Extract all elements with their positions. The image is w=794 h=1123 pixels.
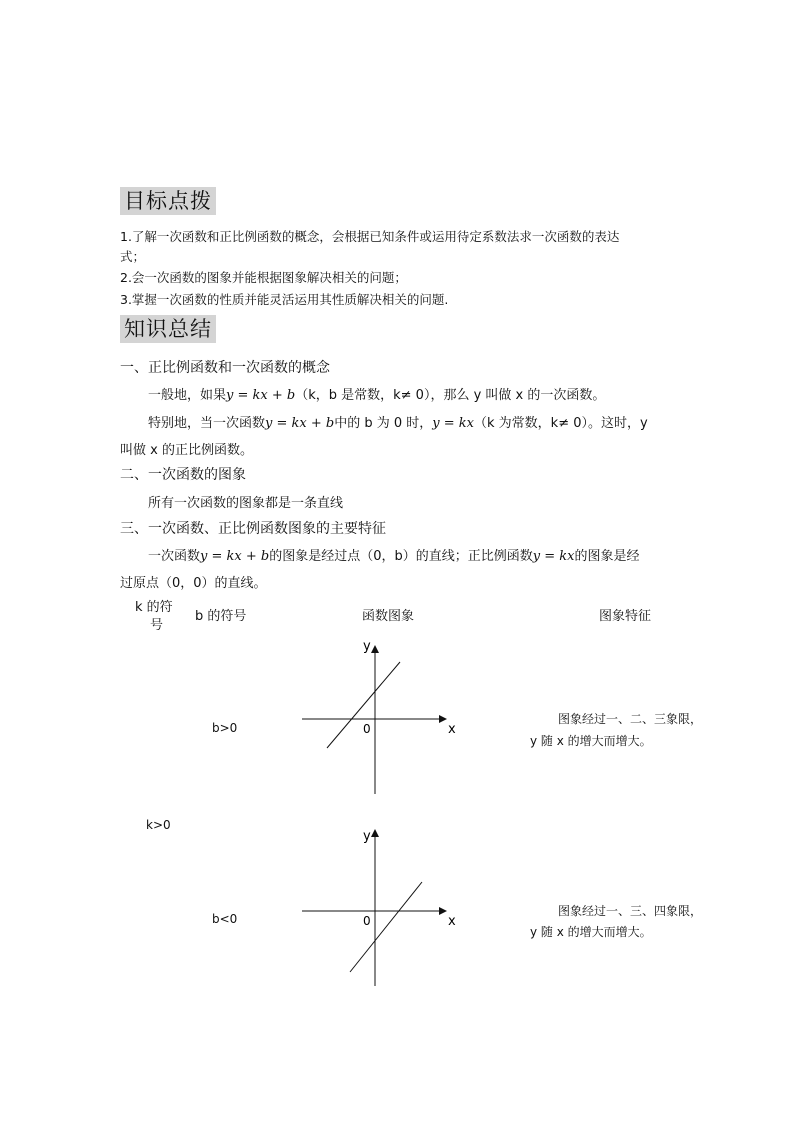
axis-label-x: x xyxy=(448,722,456,737)
section-2-title: 二、一次函数的图象 xyxy=(120,467,246,483)
table-header-feature: 图象特征 xyxy=(599,609,652,624)
table-header-b: b 的符号 xyxy=(195,609,247,624)
goal-item-1-line-2: 式； xyxy=(120,249,146,264)
row-1-feature-line-2: y 随 x 的增大而增大。 xyxy=(530,734,652,748)
table-header-k-line-1: k 的符 xyxy=(135,600,173,615)
paragraph-4-line-2: 过原点（0，0）的直线。 xyxy=(120,576,267,591)
paragraph-3: 所有一次函数的图象都是一条直线 xyxy=(148,496,344,511)
formula-general-2: y = kx + b xyxy=(265,416,335,431)
row-2-b-sign: b<0 xyxy=(212,912,238,926)
paragraph-1-post: （k，b 是常数，k≠ 0），那么 y 叫做 x 的一次函数。 xyxy=(295,388,606,403)
paragraph-2-pre: 特别地，当一次函数 xyxy=(148,416,266,431)
paragraph-2-mid: 中的 b 为 0 时， xyxy=(334,416,433,431)
formula-proportional-2: y = kx xyxy=(532,549,575,564)
function-line xyxy=(350,882,422,972)
row-1-b-sign: b>0 xyxy=(212,721,238,735)
axis-label-x: x xyxy=(448,914,456,929)
table-header-graph: 函数图象 xyxy=(362,609,415,624)
paragraph-2-line-2: 叫做 x 的正比例函数。 xyxy=(120,443,253,458)
paragraph-2 xyxy=(148,412,648,431)
origin-label: 0 xyxy=(363,722,371,736)
goal-item-1-line-1: 1.了解一次函数和正比例函数的概念，会根据已知条件或运用待定系数法求一次函数的表达 xyxy=(120,229,620,244)
section-3-title: 三、一次函数、正比例函数图象的主要特征 xyxy=(120,521,386,537)
paragraph-4-post: 的图象是经 xyxy=(574,549,640,564)
graph-b-positive xyxy=(290,630,470,800)
formula-proportional: y = kx xyxy=(432,416,474,431)
formula-general: y = kx + b xyxy=(226,388,296,403)
paragraph-4-mid: 的图象是经过点（0，b）的直线；正比例函数 xyxy=(269,549,533,564)
paragraph-1 xyxy=(148,384,605,403)
row-2-feature-line-2: y 随 x 的增大而增大。 xyxy=(530,925,652,939)
row-1-feature-line-1: 图象经过一、二、三象限， xyxy=(558,712,703,726)
goals-heading: 目标点拨 xyxy=(120,187,216,215)
table-header-k-line-2: 号 xyxy=(150,618,164,633)
paragraph-4 xyxy=(148,545,639,564)
goal-item-2: 2.会一次函数的图象并能根据图象解决相关的问题； xyxy=(120,270,407,285)
formula-general-3: y = kx + b xyxy=(200,549,270,564)
origin-label: 0 xyxy=(363,914,371,928)
paragraph-1-pre: 一般地，如果 xyxy=(148,388,227,403)
summary-heading: 知识总结 xyxy=(120,315,216,343)
goal-item-3: 3.掌握一次函数的性质并能灵活运用其性质解决相关的问题. xyxy=(120,292,449,307)
graph-b-negative xyxy=(290,822,470,992)
row-2-feature-line-1: 图象经过一、三、四象限， xyxy=(558,904,703,918)
paragraph-2-post: （k 为常数，k≠ 0）。这时，y xyxy=(474,416,648,431)
section-1-title: 一、正比例函数和一次函数的概念 xyxy=(120,360,330,376)
k-sign-value: k>0 xyxy=(146,818,171,832)
axis-label-y: y xyxy=(363,639,371,654)
paragraph-4-pre: 一次函数 xyxy=(148,549,201,564)
axis-label-y: y xyxy=(363,829,371,844)
